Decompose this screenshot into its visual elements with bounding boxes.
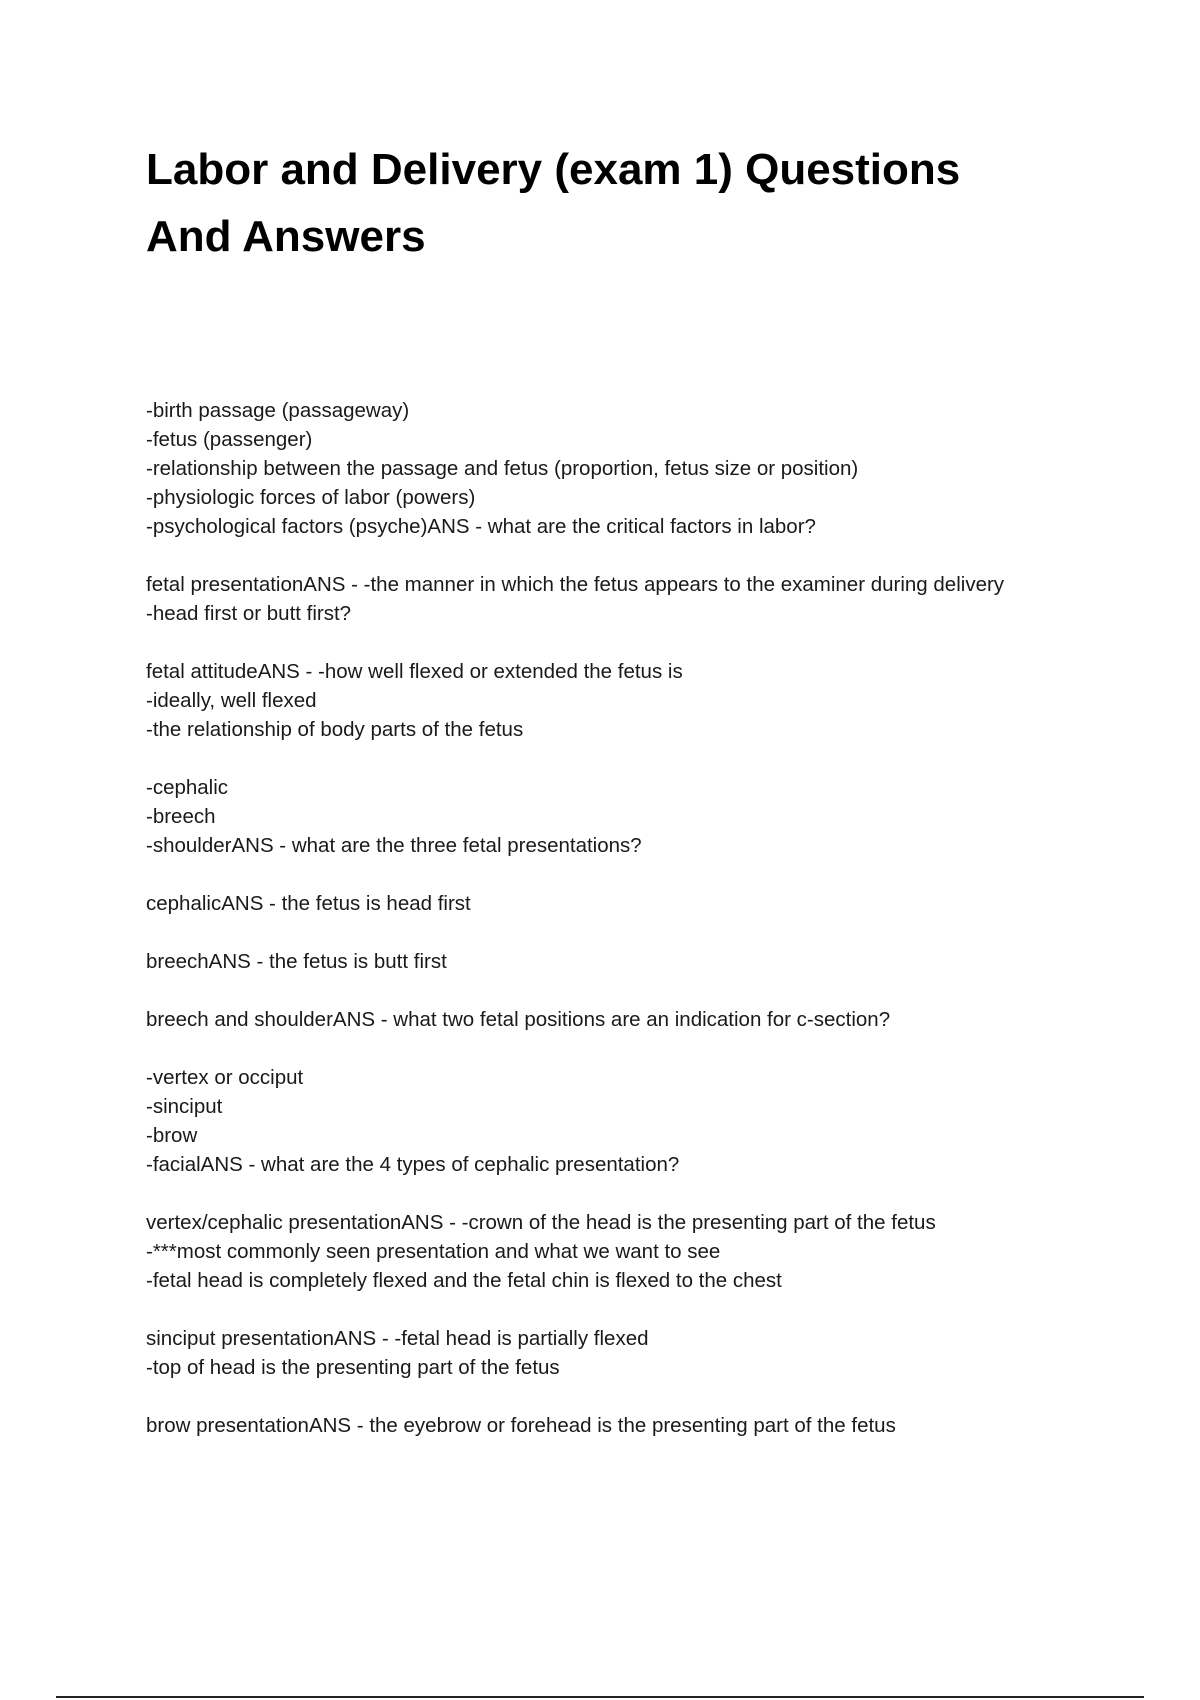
qa-line: vertex/cephalic presentationANS - -crown of the head is the presenting part of the fetus (146, 1211, 936, 1234)
qa-line: sinciput presentationANS - -fetal head is partially flexed (146, 1327, 649, 1350)
qa-line: -top of head is the presenting part of the fetus (146, 1356, 560, 1379)
qa-line: -physiologic forces of labor (powers) (146, 486, 476, 509)
title-line-1: Labor and Delivery (exam 1) Questions (146, 145, 961, 194)
qa-line: -brow (146, 1124, 198, 1147)
qa-line: -head first or butt first? (146, 602, 352, 625)
qa-line: brow presentationANS - the eyebrow or forehead is the presenting part of the fetus (146, 1414, 896, 1437)
qa-block (146, 773, 1146, 860)
qa-line: -ideally, well flexed (146, 689, 317, 712)
qa-line: -fetus (passenger) (146, 428, 313, 451)
qa-line: -cephalic (146, 776, 229, 799)
qa-line: -sinciput (146, 1095, 223, 1118)
qa-line: -breech (146, 805, 216, 828)
qa-block (146, 1005, 1146, 1034)
qa-block (146, 657, 1146, 744)
qa-line: cephalicANS - the fetus is head first (146, 892, 471, 915)
qa-line: fetal attitudeANS - -how well flexed or extended the fetus is (146, 660, 683, 683)
qa-line: -facialANS - what are the 4 types of cephalic presentation? (146, 1153, 680, 1176)
qa-block (146, 396, 1146, 541)
qa-block (146, 1324, 1146, 1382)
qa-block (146, 570, 1146, 628)
qa-line: -shoulderANS - what are the three fetal presentations? (146, 834, 642, 857)
qa-block (146, 889, 1146, 918)
qa-line: breech and shoulderANS - what two fetal positions are an indication for c-section? (146, 1008, 891, 1031)
qa-line: -the relationship of body parts of the fetus (146, 718, 524, 741)
qa-line: -relationship between the passage and fetus (proportion, fetus size or position) (146, 457, 859, 480)
qa-line: breechANS - the fetus is butt first (146, 950, 447, 973)
qa-content (146, 396, 1146, 1469)
qa-line: fetal presentationANS - -the manner in which the fetus appears to the examiner during delivery (146, 573, 1005, 596)
page-title (146, 136, 1106, 270)
qa-line: -birth passage (passageway) (146, 399, 410, 422)
title-line-2: And Answers (146, 212, 426, 261)
qa-block (146, 1411, 1146, 1440)
qa-line: -***most commonly seen presentation and what we want to see (146, 1240, 721, 1263)
qa-line: -fetal head is completely flexed and the fetal chin is flexed to the chest (146, 1269, 782, 1292)
qa-block (146, 947, 1146, 976)
qa-line: -psychological factors (psyche)ANS - what are the critical factors in labor? (146, 515, 816, 538)
qa-block (146, 1208, 1146, 1295)
footer-divider (56, 1696, 1144, 1698)
qa-line: -vertex or occiput (146, 1066, 304, 1089)
qa-block (146, 1063, 1146, 1179)
